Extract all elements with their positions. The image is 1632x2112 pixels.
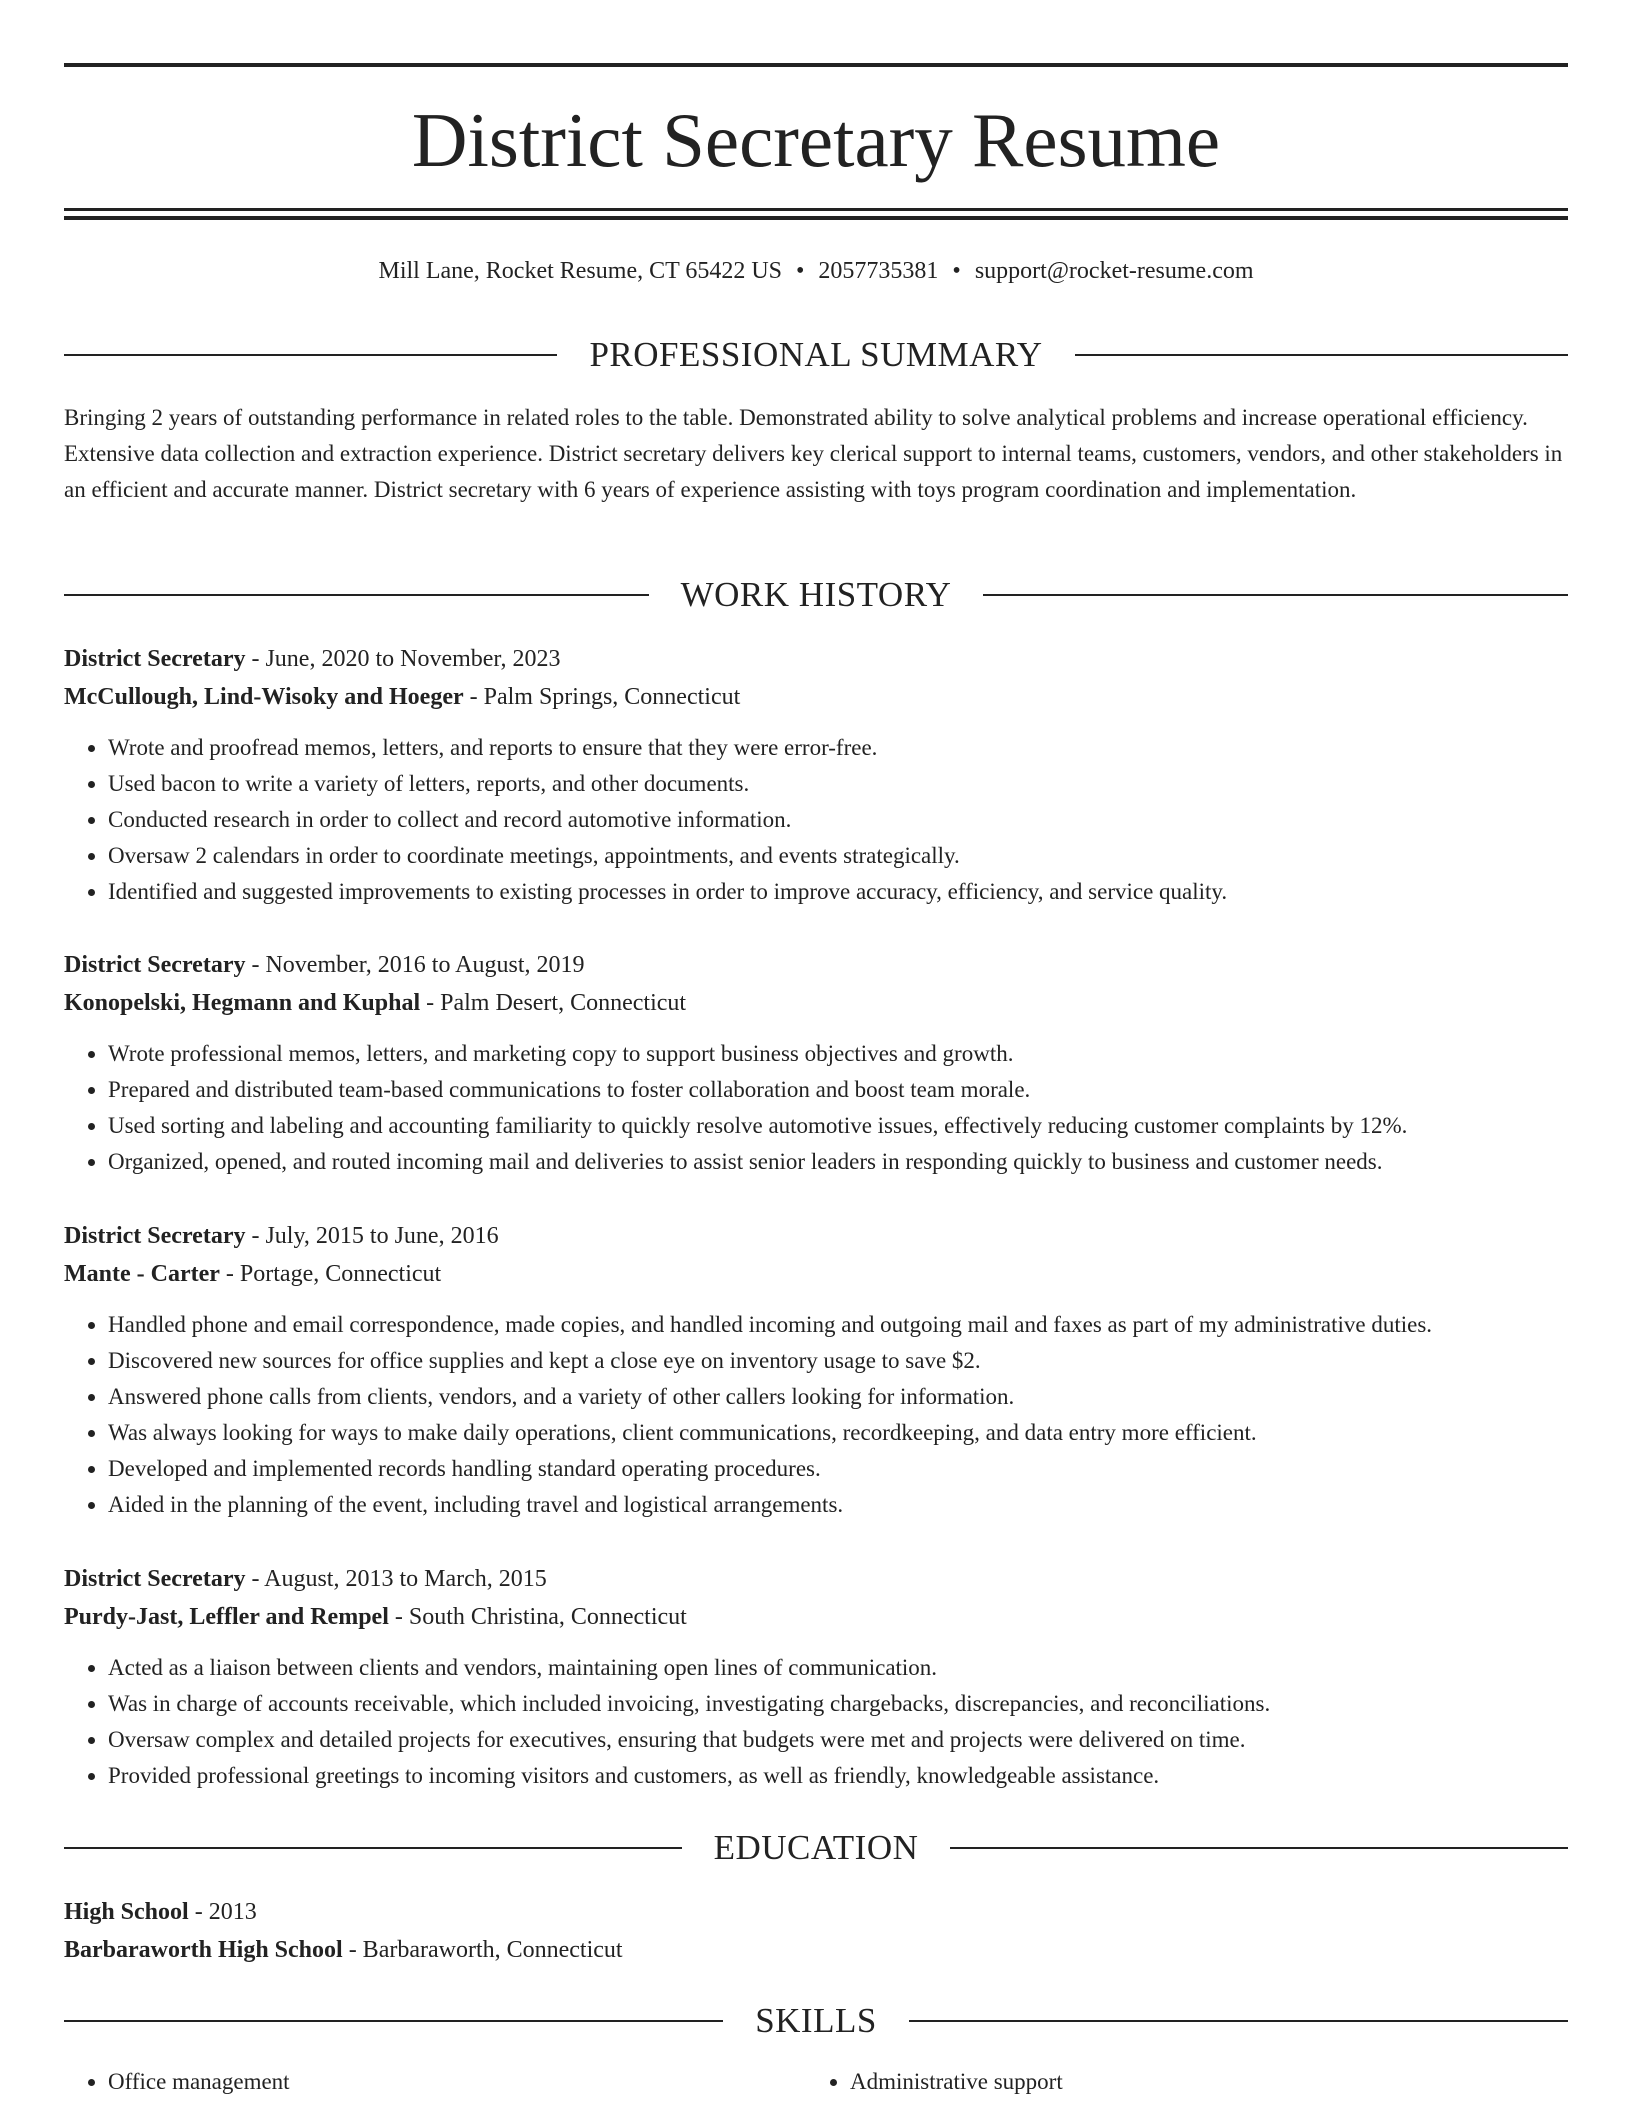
divider [1075,354,1568,356]
job-title-row [64,1217,1568,1255]
job-bullet: • Used sorting and labeling and accounting familiarity to quickly resolve automotive issues, effectively reducing customer complaints by 12%. [108,1108,1568,1144]
section-heading-skills [64,1999,1568,2043]
skill-item: • Office management [108,2064,806,2100]
job-dates: - August, 2013 to March, 2015 [245,1566,547,1592]
job-company: Mante - Carter [64,1261,220,1287]
job-bullet: • Conducted research in order to collect and record automotive information. [108,802,1568,838]
job-bullet: • Wrote professional memos, letters, and marketing copy to support business objectives and growth. [108,1036,1568,1072]
job-bullet: • Provided professional greetings to incoming visitors and customers, as well as friendly, knowledgeable assistance. [108,1758,1568,1794]
job-title-row [64,946,1568,984]
education-degree: High School [64,1899,189,1925]
job-title-row [64,640,1568,678]
job-bullet: • Was in charge of accounts receivable, which included invoicing, investigating chargebacks, discrepancies, and reconciliations. [108,1686,1568,1722]
job-entry [64,640,1568,910]
job-company-row [64,984,1568,1022]
contact-separator: • [796,258,805,284]
section-heading-work-history [64,573,1568,617]
job-title-row [64,1560,1568,1598]
job-bullet: • Oversaw complex and detailed projects for executives, ensuring that budgets were met and projects were delivered on time. [108,1722,1568,1758]
divider [950,1847,1568,1849]
education-entry [64,1893,1568,1969]
section-title: PROFESSIONAL SUMMARY [589,335,1043,374]
divider [64,1847,682,1849]
job-bullet: • Aided in the planning of the event, including travel and logistical arrangements. [108,1487,1568,1523]
job-location: - Palm Springs, Connecticut [463,684,741,710]
job-dates: - July, 2015 to June, 2016 [245,1223,499,1249]
job-bullet: • Developed and implemented records handling standard operating procedures. [108,1451,1568,1487]
job-entry [64,1560,1568,1794]
education-degree-row [64,1893,1568,1931]
section-title: WORK HISTORY [680,575,952,614]
job-title: District Secretary [64,952,246,978]
skill-item: • Administrative support [850,2064,1548,2100]
section-title: EDUCATION [713,1828,919,1867]
summary-text: Bringing 2 years of outstanding performance in related roles to the table. Demonstrated ability to solve analytical problems and increase operational efficiency. Extensive data collection and extraction experience. District secretary delivers key clerical support to internal teams, customers, vendors, and other stakeholders in an efficient and accurate manner. District secretary with 6 years of experience assisting with toys program coordination and implementation. [64,405,1563,502]
divider [64,354,557,356]
education-location: - Barbaraworth, Connecticut [342,1937,623,1963]
education-school-row [64,1931,1568,1969]
education-school: Barbaraworth High School [64,1937,343,1963]
divider [64,2020,723,2022]
section-heading-summary [64,333,1568,377]
job-company-row [64,1255,1568,1293]
title-double-rule [64,208,1568,220]
divider [64,594,649,596]
contact-line [64,255,1568,287]
top-rule [64,63,1568,67]
job-entry [64,1217,1568,1523]
section-heading-education [64,1826,1568,1870]
section-title: SKILLS [755,2001,877,2040]
job-location: - Portage, Connecticut [219,1261,442,1287]
job-company: Konopelski, Hegmann and Kuphal [64,990,421,1016]
job-bullets [64,1036,1568,1180]
job-entry [64,946,1568,1180]
job-company: Purdy-Jast, Leffler and Rempel [64,1604,389,1630]
job-location: - Palm Desert, Connecticut [420,990,687,1016]
job-bullet: • Was always looking for ways to make daily operations, client communications, recordkeeping, and data entry more efficient. [108,1415,1568,1451]
contact-separator: • [952,258,961,284]
job-company: McCullough, Lind-Wisoky and Hoeger [64,684,464,710]
job-bullet: • Oversaw 2 calendars in order to coordinate meetings, appointments, and events strategically. [108,838,1568,874]
skills-list [64,2064,1568,2100]
contact-phone: 2057735381 [818,258,939,284]
job-bullet: • Answered phone calls from clients, vendors, and a variety of other callers looking for information. [108,1379,1568,1415]
job-bullet: • Discovered new sources for office supplies and kept a close eye on inventory usage to save $2. [108,1343,1568,1379]
job-bullet: • Handled phone and email correspondence, made copies, and handled incoming and outgoing mail and faxes as part of my administrative duties. [108,1307,1568,1343]
contact-address: Mill Lane, Rocket Resume, CT 65422 US [378,258,783,284]
job-bullet: • Acted as a liaison between clients and vendors, maintaining open lines of communication. [108,1650,1568,1686]
job-bullets [64,1650,1568,1794]
job-location: - South Christina, Connecticut [388,1604,687,1630]
resume-title: District Secretary Resume [411,97,1221,183]
contact-email: support@rocket-resume.com [974,258,1254,284]
job-title: District Secretary [64,1223,246,1249]
job-dates: - June, 2020 to November, 2023 [245,646,561,672]
skills-column-left [64,2064,806,2100]
divider [983,594,1568,596]
education-year: - 2013 [188,1899,257,1925]
job-company-row [64,678,1568,716]
job-bullets [64,1307,1568,1523]
job-dates: - November, 2016 to August, 2019 [245,952,585,978]
job-bullet: • Organized, opened, and routed incoming mail and deliveries to assist senior leaders in responding quickly to business and customer needs. [108,1144,1568,1180]
job-bullets [64,730,1568,910]
job-bullet: • Prepared and distributed team-based communications to foster collaboration and boost team morale. [108,1072,1568,1108]
job-bullet: • Wrote and proofread memos, letters, and reports to ensure that they were error-free. [108,730,1568,766]
job-title: District Secretary [64,1566,246,1592]
job-company-row [64,1598,1568,1636]
skills-column-right [806,2064,1548,2100]
job-title: District Secretary [64,646,246,672]
job-bullet: • Identified and suggested improvements to existing processes in order to improve accuracy, efficiency, and service quality. [108,874,1568,910]
divider [909,2020,1568,2022]
job-bullet: • Used bacon to write a variety of letters, reports, and other documents. [108,766,1568,802]
